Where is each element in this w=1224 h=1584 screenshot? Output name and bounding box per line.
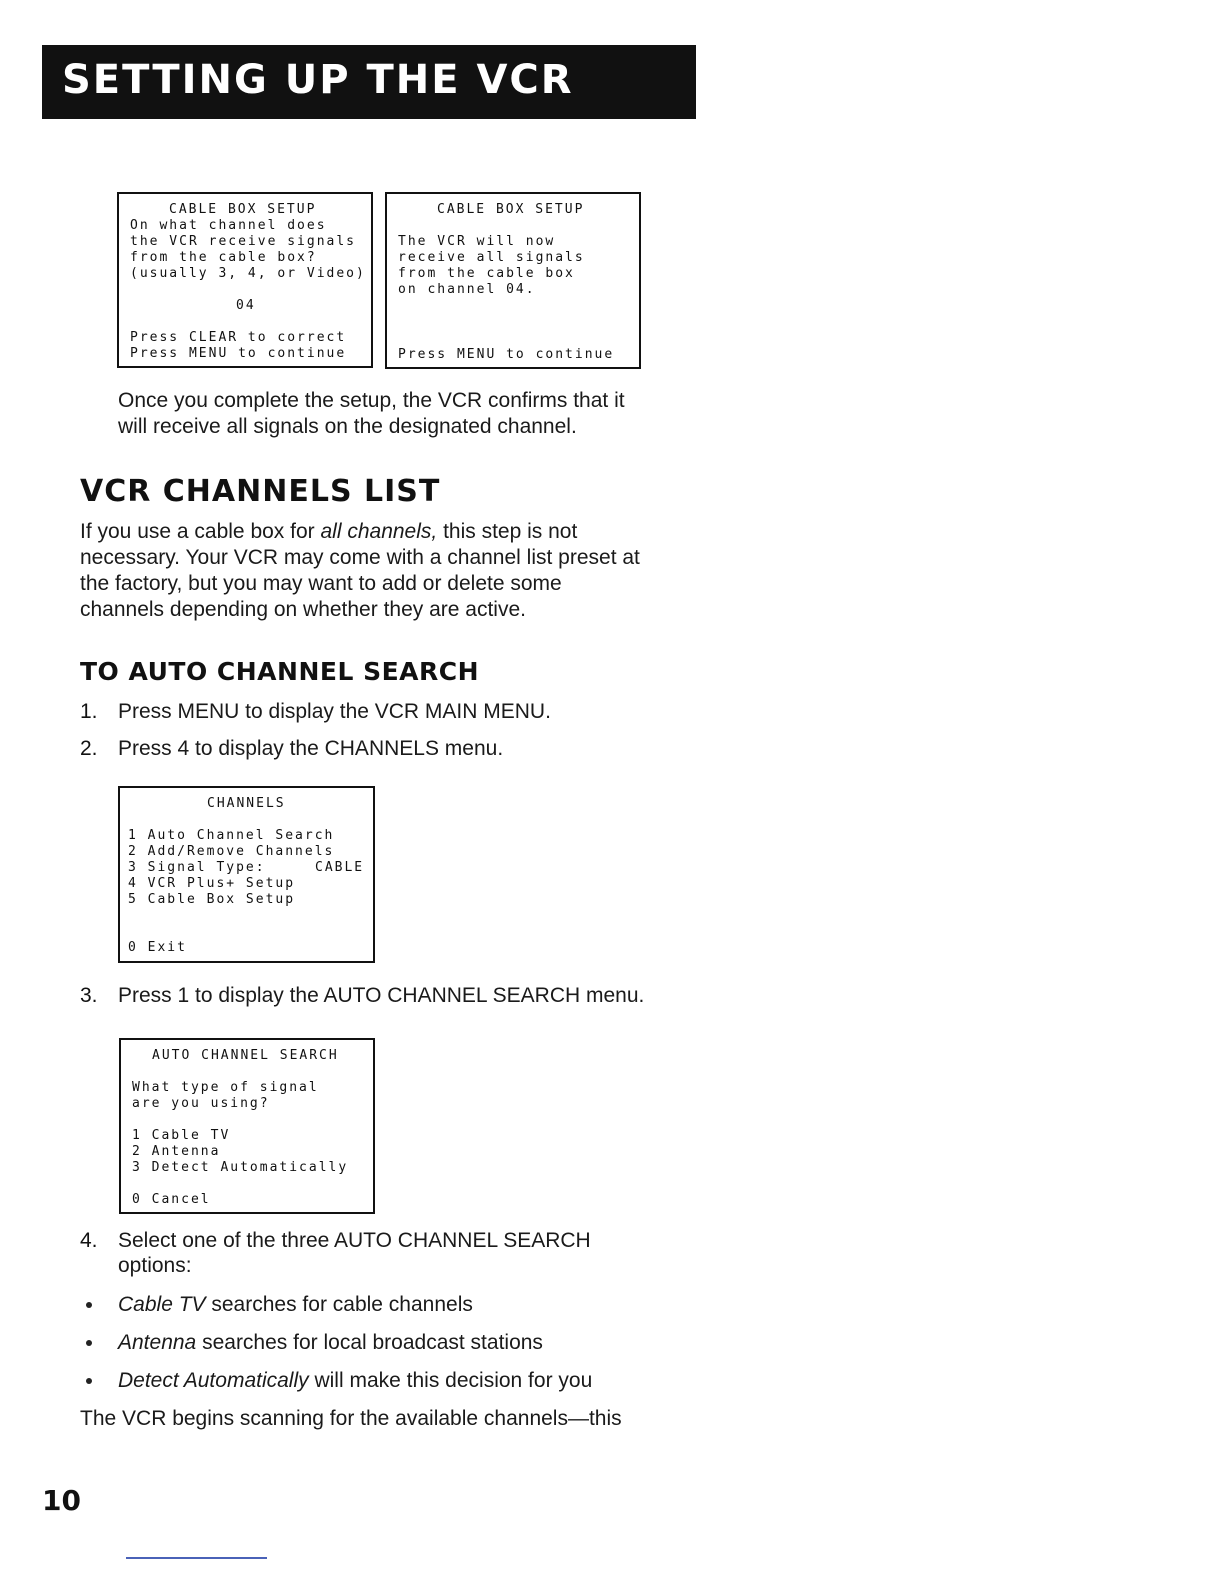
screen-footer-line: Press MENU to continue <box>130 346 347 361</box>
step-text: Select one of the three AUTO CHANNEL SEARCH <box>118 1229 591 1252</box>
step-number: 3. <box>80 984 98 1007</box>
cable-box-setup-prompt-screen <box>117 192 373 368</box>
signal-type-value: CABLE <box>315 860 365 875</box>
menu-cancel-option: 0 Cancel <box>132 1192 211 1207</box>
page-number: 10 <box>42 1484 81 1517</box>
screen-line: (usually 3, 4, or Video) <box>130 266 366 281</box>
section-heading: VCR CHANNELS LIST <box>80 474 441 509</box>
screen-line: The VCR will now <box>398 234 556 249</box>
screen-line: from the cable box <box>398 266 575 281</box>
bullet-dot <box>86 1378 92 1384</box>
menu-option: 2 Antenna <box>132 1144 221 1159</box>
cable-box-setup-confirm-screen <box>385 192 641 369</box>
screen-line: from the cable box? <box>130 250 317 265</box>
step-number: 2. <box>80 737 98 760</box>
channels-menu-screen <box>118 786 375 963</box>
bullet-item <box>118 1292 473 1318</box>
subsection-heading: TO AUTO CHANNEL SEARCH <box>80 657 480 686</box>
menu-item: 2 Add/Remove Channels <box>128 844 335 859</box>
closing-paragraph-line: The VCR begins scanning for the available channels—this <box>80 1407 622 1430</box>
bullet-description: will make this decision for you <box>308 1369 593 1392</box>
channel-value: 04 <box>236 298 256 313</box>
screen-title: CHANNELS <box>207 796 286 811</box>
menu-option: 3 Detect Automatically <box>132 1160 349 1175</box>
bullet-dot <box>86 1302 92 1308</box>
bullet-description: searches for local broadcast stations <box>196 1331 543 1354</box>
bullet-item <box>118 1368 592 1394</box>
screen-line: are you using? <box>132 1096 270 1111</box>
section-paragraph-line <box>80 519 577 545</box>
paragraph-text: If you use a cable box for <box>80 520 321 543</box>
screen-line: What type of signal <box>132 1080 319 1095</box>
page-header-title: SETTING UP THE VCR <box>62 57 574 103</box>
screen-title: CABLE BOX SETUP <box>437 202 585 217</box>
bullet-description: searches for cable channels <box>205 1293 473 1316</box>
step-text: Press 1 to display the AUTO CHANNEL SEARCH menu. <box>118 984 645 1007</box>
header-bar <box>42 45 696 119</box>
intro-paragraph-line: will receive all signals on the designated channel. <box>118 415 577 438</box>
screen-footer-line: Press MENU to continue <box>398 347 615 362</box>
section-paragraph-line: necessary. Your VCR may come with a channel list preset at <box>80 546 640 569</box>
menu-item: 5 Cable Box Setup <box>128 892 296 907</box>
step-text-continued: options: <box>118 1254 192 1277</box>
step-number: 1. <box>80 700 98 723</box>
bullet-term: Cable TV <box>118 1293 206 1316</box>
bullet-dot <box>86 1340 92 1346</box>
menu-option: 1 Cable TV <box>132 1128 231 1143</box>
paragraph-emphasis: all channels, <box>320 520 438 543</box>
screen-line: on channel 04. <box>398 282 536 297</box>
menu-item: 1 Auto Channel Search <box>128 828 335 843</box>
bullet-item <box>118 1330 543 1356</box>
bullet-term: Antenna <box>118 1331 197 1354</box>
section-paragraph-line: the factory, but you may want to add or delete some <box>80 572 562 595</box>
screen-line: receive all signals <box>398 250 585 265</box>
screen-line: On what channel does <box>130 218 327 233</box>
screen-title: CABLE BOX SETUP <box>169 202 317 217</box>
bullet-term: Detect Automatically <box>118 1369 309 1392</box>
menu-item: 4 VCR Plus+ Setup <box>128 876 296 891</box>
screen-title: AUTO CHANNEL SEARCH <box>152 1048 339 1063</box>
section-paragraph-line: channels depending on whether they are active. <box>80 598 526 621</box>
paragraph-text: this step is not <box>437 520 578 543</box>
step-text: Press 4 to display the CHANNELS menu. <box>118 737 504 760</box>
intro-paragraph-line: Once you complete the setup, the VCR confirms that it <box>118 389 625 412</box>
step-text: Press MENU to display the VCR MAIN MENU. <box>118 700 551 723</box>
menu-item: 3 Signal Type: <box>128 860 266 875</box>
footer-rule <box>126 1557 267 1559</box>
screen-line: the VCR receive signals <box>130 234 357 249</box>
auto-channel-search-screen <box>119 1038 375 1214</box>
screen-footer-line: Press CLEAR to correct <box>130 330 347 345</box>
menu-exit-item: 0 Exit <box>128 940 187 955</box>
step-number: 4. <box>80 1229 98 1252</box>
